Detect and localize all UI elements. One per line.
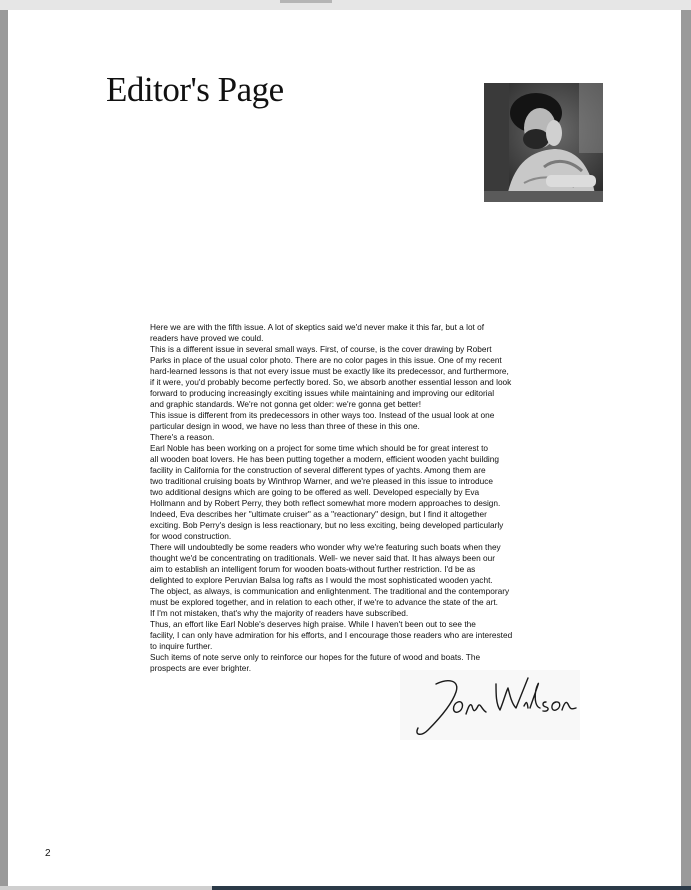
text-line: Parks in place of the usual color photo. There are no color pages in this issue. One of my recent bbox=[150, 355, 502, 365]
text-line: There's a reason. bbox=[150, 432, 215, 442]
text-line: This is a different issue in several small ways. First, of course, is the cover drawing by Robert bbox=[150, 344, 492, 354]
text-line: thought we'd be concentrating on traditionals. Well- we never said that. It has always been our bbox=[150, 553, 496, 563]
text-line: two traditional cruising boats by Winthrop Warner, and we're pleased in this issue to introduce bbox=[150, 476, 494, 486]
text-line: exciting. Bob Perry's design is less reactionary, but no less exciting, being developed particularly bbox=[150, 520, 504, 530]
editorial-body bbox=[150, 322, 584, 674]
text-line: facility, I can only have admiration for his efforts, and I encourage those readers who are interested bbox=[150, 630, 513, 640]
text-line: all wooden boat lovers. He has been putting together a modern, efficient wooden yacht building bbox=[150, 454, 500, 464]
viewer-tab-indicator[interactable] bbox=[280, 0, 332, 3]
text-line: Here we are with the fifth issue. A lot of skeptics said we'd never make it this far, but a lot of bbox=[150, 322, 485, 332]
text-line: Hollmann and by Robert Perry, they both reflect somewhat more modern approaches to design. bbox=[150, 498, 501, 508]
text-line: If I'm not mistaken, that's why the majority of readers have subscribed. bbox=[150, 608, 409, 618]
editor-photo bbox=[484, 83, 603, 202]
text-line: aim to establish an intelligent forum for wooden boats-without further restriction. I'd be as bbox=[150, 564, 476, 574]
text-line: delighted to explore Peruvian Balsa log rafts as I would the most sophisticated wooden yacht. bbox=[150, 575, 493, 585]
page-number: 2 bbox=[45, 848, 51, 859]
text-line: Earl Noble has been working on a project for some time which should be for great interest to bbox=[150, 443, 489, 453]
page-title: Editor's Page bbox=[106, 70, 284, 109]
text-line: Thus, an effort like Earl Noble's deserves high praise. While I haven't been out to see the bbox=[150, 619, 476, 629]
text-line: particular design in wood, we have no less than three of these in this one. bbox=[150, 421, 420, 431]
viewer-progress-segment bbox=[212, 886, 691, 890]
text-line: This issue is different from its predecessors in other ways too. Instead of the usual look at one bbox=[150, 410, 495, 420]
text-line: facility in California for the construction of several different types of yachts. Among them are bbox=[150, 465, 486, 475]
text-line: hard-learned lessons is that not every issue must be exactly like its predecessor, and furthermore, bbox=[150, 366, 509, 376]
text-line: The object, as always, is communication and enlightenment. The traditional and the contemporary bbox=[150, 586, 510, 596]
viewer-bottom-bar bbox=[0, 886, 691, 890]
text-line: and graphic standards. We're not gonna get older: we're gonna get better! bbox=[150, 399, 421, 409]
text-line: if it were, you'd probably become perfectly bored. So, we absorb another essential lesson and look bbox=[150, 377, 512, 387]
text-line: Indeed, Eva describes her "ultimate cruiser" as a "reactionary" design, but I find it altogether bbox=[150, 509, 487, 519]
text-line: must be explored together, and in relation to each other, if we're to advance the state of the art. bbox=[150, 597, 498, 607]
editor-signature bbox=[400, 670, 580, 740]
text-line: readers have proved we could. bbox=[150, 333, 264, 343]
document-page bbox=[8, 10, 681, 886]
text-line: to inquire further. bbox=[150, 641, 213, 651]
text-line: forward to producing increasingly exciting issues while maintaining and improving our editorial bbox=[150, 388, 495, 398]
text-line: for wood construction. bbox=[150, 531, 232, 541]
text-line: prospects are ever brighter. bbox=[150, 663, 251, 673]
text-line: two additional designs which are going to be offered as well. Developed especially by Eva bbox=[150, 487, 480, 497]
text-line: There will undoubtedly be some readers who wonder why we're featuring such boats when they bbox=[150, 542, 501, 552]
viewer-top-bar bbox=[0, 0, 691, 10]
text-line: Such items of note serve only to reinforce our hopes for the future of wood and boats. The bbox=[150, 652, 481, 662]
